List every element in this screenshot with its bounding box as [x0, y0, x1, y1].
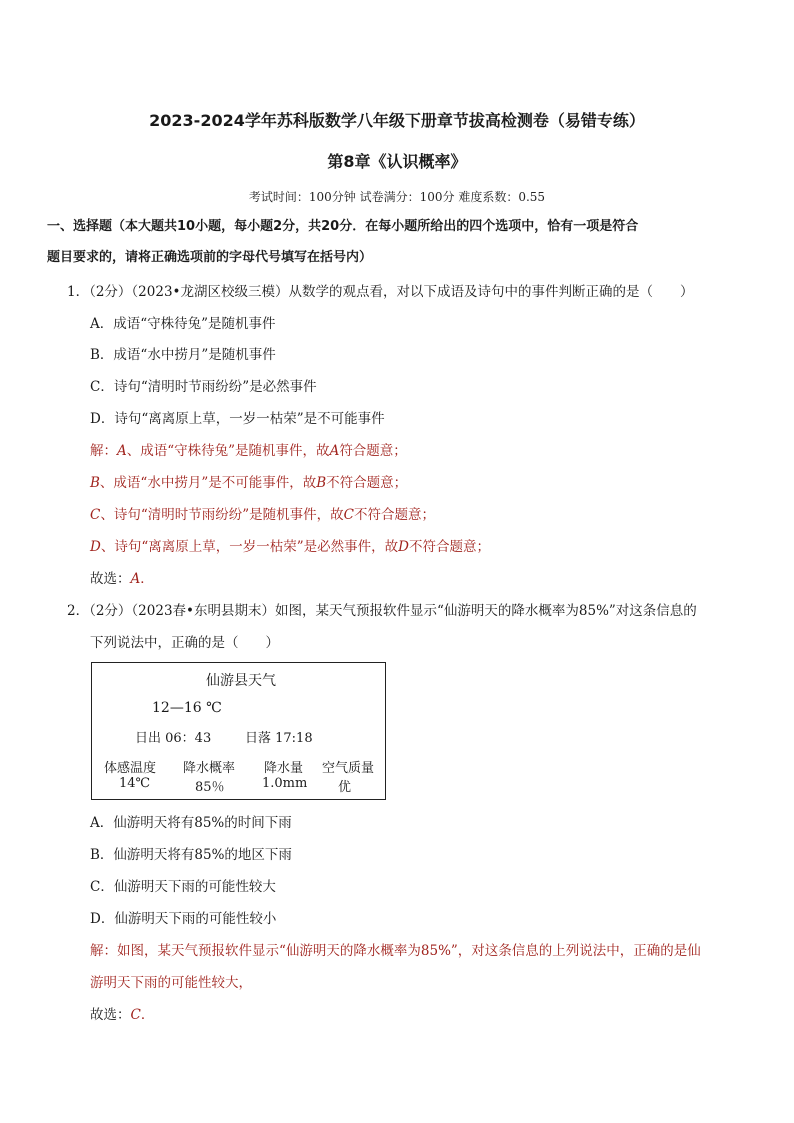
- q1-option-d: D．诗句“离离原上草，一岁一枯荣”是不可能事件: [90, 411, 385, 427]
- solution-text: 不符合题意；: [408, 539, 490, 555]
- answer-prefix: 故选：: [90, 1007, 131, 1023]
- q2-stem-line-1: 2．（2分）（2023春•东明县期末）如图，某天气预报软件显示“仙游明天的降水概率为85%”对这条信息的: [67, 603, 697, 619]
- q2-solution-line-2: 游明天下雨的可能性较大，: [90, 975, 252, 991]
- exam-info: 考试时间：100分钟 试卷满分：100分 难度系数：0.55: [248, 190, 546, 204]
- option-letter: B: [90, 475, 100, 491]
- weather-value-precipitation: 1.0mm: [262, 776, 308, 791]
- chapter-title: 第8章《认识概率》: [327, 152, 467, 171]
- exam-title: 2023-2024学年苏科版数学八年级下册章节拔高检测卷（易错专练）: [149, 111, 645, 130]
- option-letter: D: [398, 539, 409, 555]
- solution-text: 、诗句“离离原上草，一岁一枯荣”是必然事件，故: [100, 539, 399, 555]
- q1-answer: [90, 570, 154, 588]
- answer-end: ．: [140, 1007, 155, 1023]
- weather-figure: [91, 662, 386, 800]
- section-heading-line-1: 一、选择题（本大题共10小题，每小题2分，共20分．在每小题所给出的四个选项中，恰有一项是符合: [47, 219, 639, 234]
- section-heading-line-2: 题目要求的，请将正确选项前的字母代号填写在括号内）: [47, 250, 373, 265]
- answer-prefix: 故选：: [90, 571, 131, 587]
- answer-end: ．: [140, 571, 154, 587]
- solution-text: 、成语“守株待兔”是随机事件，故: [126, 443, 330, 459]
- weather-value-feels-like: 14℃: [119, 776, 151, 791]
- q2-option-a: A．仙游明天将有85%的时间下雨: [90, 815, 292, 831]
- q2-stem-line-2: 下列说法中，正确的是（ ）: [90, 635, 279, 651]
- q1-solution-line-c: [90, 506, 435, 524]
- option-letter: B: [316, 475, 327, 491]
- q1-stem: 1．（2分）（2023•龙湖区校级三模）从数学的观点看，对以下成语及诗句中的事件判断正确的是（ ）: [67, 284, 694, 300]
- option-letter: C: [343, 507, 354, 523]
- solution-text: 符合题意；: [339, 443, 407, 459]
- weather-title: 仙游县天气: [206, 673, 276, 689]
- weather-label-precipitation: 降水量: [264, 761, 304, 776]
- weather-label-feels-like: 体感温度: [104, 761, 157, 776]
- option-letter: C: [90, 507, 101, 523]
- solution-prefix: 解：: [90, 443, 117, 459]
- answer-letter: C: [130, 1007, 141, 1023]
- option-letter: D: [90, 539, 101, 555]
- weather-value-rain-probability: 85％: [195, 780, 225, 795]
- q2-option-b: B．仙游明天将有85%的地区下雨: [90, 847, 292, 863]
- q1-option-c: C．诗句“清明时节雨纷纷”是必然事件: [90, 379, 317, 395]
- q1-option-b: B．成语“水中捞月”是随机事件: [90, 347, 276, 363]
- q2-solution-line-1: 解：如图，某天气预报软件显示“仙游明天的降水概率为85%”，对这条信息的上列说法中，正确的是仙: [90, 943, 701, 959]
- option-letter: A: [117, 443, 127, 459]
- weather-sunrise: 日出 06：43: [135, 731, 212, 746]
- q2-answer: [90, 1006, 154, 1024]
- q1-solution-line-d: [90, 538, 490, 556]
- solution-text: 、诗句“清明时节雨纷纷”是随机事件，故: [100, 507, 344, 523]
- weather-label-air-quality: 空气质量: [322, 761, 375, 776]
- q2-option-c: C．仙游明天下雨的可能性较大: [90, 879, 276, 895]
- q1-solution-line-b: [90, 474, 407, 492]
- solution-text: 、成语“水中捞月”是不可能事件，故: [99, 475, 317, 491]
- solution-text: 不符合题意；: [326, 475, 408, 491]
- q1-solution-line-a: [90, 442, 407, 460]
- weather-temp-range: 12—16 ℃: [152, 700, 222, 716]
- option-letter: A: [329, 443, 340, 459]
- solution-text: 不符合题意；: [354, 507, 435, 523]
- weather-value-air-quality: 优: [338, 780, 352, 795]
- q1-option-a: A．成语“守株待兔”是随机事件: [90, 316, 276, 332]
- weather-sunset: 日落 17:18: [245, 731, 313, 746]
- answer-letter: A: [130, 571, 141, 587]
- q2-option-d: D．仙游明天下雨的可能性较小: [90, 911, 277, 927]
- weather-label-rain-probability: 降水概率: [183, 761, 236, 776]
